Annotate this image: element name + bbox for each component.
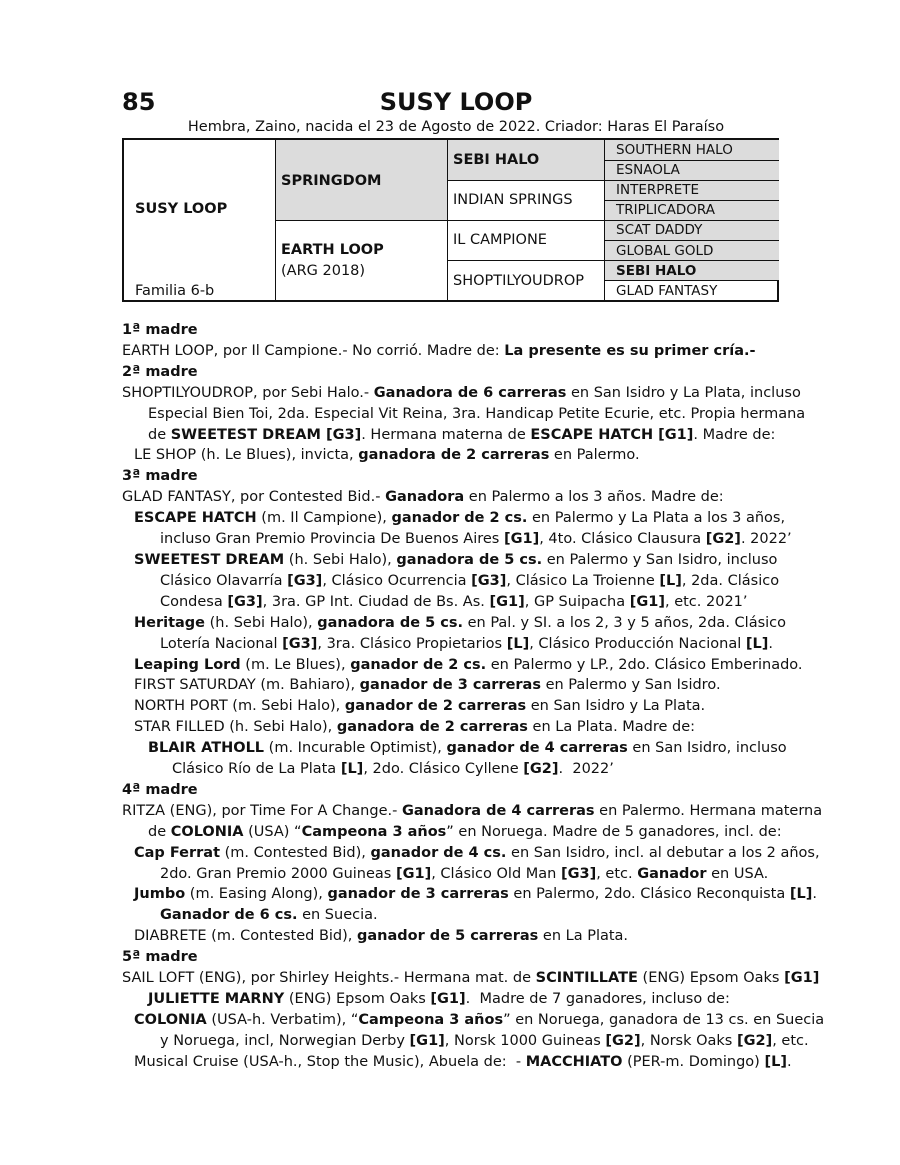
- text-line: 2do. Gran Premio 2000 Guineas [G1], Clásico Old Man [G3], etc. Ganador en USA.: [160, 865, 769, 882]
- ped-g3-3: INTERPRETE: [616, 182, 700, 198]
- line: [604, 200, 779, 201]
- ped-g3-1: SOUTHERN HALO: [616, 142, 733, 158]
- text-line: Cap Ferrat (m. Contested Bid), ganador de 4 cs. en San Isidro, incl. al debutar a los 2 años,: [134, 844, 820, 861]
- text-line: EARTH LOOP, por Il Campione.- No corrió. Madre de: La presente es su primer cría.-: [122, 342, 756, 359]
- text-line: Ganador de 6 cs. en Suecia.: [160, 907, 378, 924]
- text-line: Especial Bien Toi, 2da. Especial Vit Reina, 3ra. Handicap Petite Ecurie, etc. Propia hermana: [148, 405, 806, 422]
- ped-dam-dam: SHOPTILYOUDROP: [453, 273, 585, 289]
- text-line: incluso Gran Premio Provincia De Buenos Aires [G1], 4to. Clásico Clausura [G2]. 2022’: [160, 531, 792, 548]
- text-line: NORTH PORT (m. Sebi Halo), ganador de 2 carreras en San Isidro y La Plata.: [134, 698, 706, 715]
- text-line: BLAIR ATHOLL (m. Incurable Optimist), ganador de 4 carreras en San Isidro, incluso: [148, 740, 787, 757]
- text-line: Lotería Nacional [G3], 3ra. Clásico Propietarios [L], Clásico Producción Nacional [L].: [160, 635, 773, 652]
- horse-name: SUSY LOOP: [379, 88, 533, 116]
- catalog-body: [122, 320, 825, 1073]
- section-heading: 2ª madre: [122, 363, 198, 380]
- text-line: Jumbo (m. Easing Along), ganador de 3 carreras en Palermo, 2do. Clásico Reconquista [L].: [134, 886, 817, 903]
- line: [604, 160, 779, 161]
- line: [447, 260, 779, 261]
- line: [447, 180, 779, 181]
- ped-subject: SUSY LOOP: [135, 201, 228, 217]
- text-line: SWEETEST DREAM (h. Sebi Halo), ganadora de 5 cs. en Palermo y San Isidro, incluso: [134, 551, 778, 568]
- text-line: Clásico Río de La Plata [L], 2do. Clásico Cyllene [G2]. 2022’: [172, 761, 614, 778]
- text-line: FIRST SATURDAY (m. Bahiaro), ganador de 3 carreras en Palermo y San Isidro.: [134, 677, 721, 694]
- text-line: GLAD FANTASY, por Contested Bid.- Ganadora en Palermo a los 3 años. Madre de:: [122, 489, 724, 506]
- section-heading: 5ª madre: [122, 949, 198, 966]
- section-heading: 1ª madre: [122, 322, 198, 338]
- ped-dam-detail: (ARG 2018): [281, 263, 366, 279]
- text-line: STAR FILLED (h. Sebi Halo), ganadora de 2 carreras en La Plata. Madre de:: [134, 719, 696, 736]
- line: [604, 240, 779, 241]
- line: [604, 280, 779, 281]
- ped-g3-5: SCAT DADDY: [616, 222, 703, 238]
- ped-family: Familia 6-b: [135, 283, 215, 299]
- ped-g3-4: TRIPLICADORA: [616, 202, 716, 218]
- text-line: Heritage (h. Sebi Halo), ganadora de 5 cs. en Pal. y SI. a los 2, 3 y 5 años, 2da. Clásico: [134, 614, 787, 631]
- text-line: COLONIA (USA-h. Verbatim), “Campeona 3 años” en Noruega, ganadora de 13 cs. en Suecia: [134, 1011, 825, 1028]
- lot-number: 85: [122, 88, 156, 116]
- ped-g3-2: ESNAOLA: [616, 162, 680, 178]
- text-line: y Noruega, incl, Norwegian Derby [G1], Norsk 1000 Guineas [G2], Norsk Oaks [G2], etc.: [160, 1032, 809, 1049]
- text-line: ESCAPE HATCH (m. Il Campione), ganador de 2 cs. en Palermo y La Plata a los 3 años,: [134, 510, 786, 527]
- text-line: Leaping Lord (m. Le Blues), ganador de 2 cs. en Palermo y LP., 2do. Clásico Emberinado.: [134, 656, 803, 673]
- ped-dam-sire: IL CAMPIONE: [453, 232, 547, 248]
- pedigree-table: [122, 138, 779, 302]
- text-line: DIABRETE (m. Contested Bid), ganador de 5 carreras en La Plata.: [134, 928, 629, 945]
- horse-subtitle: Hembra, Zaino, nacida el 23 de Agosto de 2022. Criador: Haras El Paraíso: [187, 119, 725, 135]
- text-line: Condesa [G3], 3ra. GP Int. Ciudad de Bs. As. [G1], GP Suipacha [G1], etc. 2021’: [160, 593, 748, 610]
- ped-g3-8: GLAD FANTASY: [616, 283, 718, 299]
- line: [275, 220, 779, 221]
- ped-g3-7: SEBI HALO: [616, 263, 697, 279]
- text-line: LE SHOP (h. Le Blues), invicta, ganadora de 2 carreras en Palermo.: [134, 447, 640, 464]
- ped-sire: SPRINGDOM: [281, 173, 382, 189]
- ped-sire-dam: INDIAN SPRINGS: [453, 192, 573, 208]
- text-line: JULIETTE MARNY (ENG) Epsom Oaks [G1]. Madre de 7 ganadores, incluso de:: [148, 991, 730, 1007]
- text-line: RITZA (ENG), por Time For A Change.- Ganadora de 4 carreras en Palermo. Hermana materna: [122, 802, 823, 819]
- text-line: SHOPTILYOUDROP, por Sebi Halo.- Ganadora de 6 carreras en San Isidro y La Plata, incluso: [122, 384, 801, 401]
- section-heading: 3ª madre: [122, 468, 198, 485]
- ped-sire-sire: SEBI HALO: [453, 152, 540, 168]
- text-line: Musical Cruise (USA-h., Stop the Music), Abuela de: - MACCHIATO (PER-m. Domingo) [L].: [134, 1053, 792, 1070]
- ped-g3-6: GLOBAL GOLD: [616, 243, 714, 259]
- text-line: de SWEETEST DREAM [G3]. Hermana materna de ESCAPE HATCH [G1]. Madre de:: [148, 426, 776, 443]
- text-line: Clásico Olavarría [G3], Clásico Ocurrencia [G3], Clásico La Troienne [L], 2da. Clásico: [160, 572, 780, 589]
- text-line: de COLONIA (USA) “Campeona 3 años” en Noruega. Madre de 5 ganadores, incl. de:: [148, 823, 782, 840]
- text-line: SAIL LOFT (ENG), por Shirley Heights.- Hermana mat. de SCINTILLATE (ENG) Epsom Oaks [G1]: [122, 970, 820, 987]
- section-heading: 4ª madre: [122, 781, 198, 798]
- ped-dam: EARTH LOOP: [281, 242, 384, 258]
